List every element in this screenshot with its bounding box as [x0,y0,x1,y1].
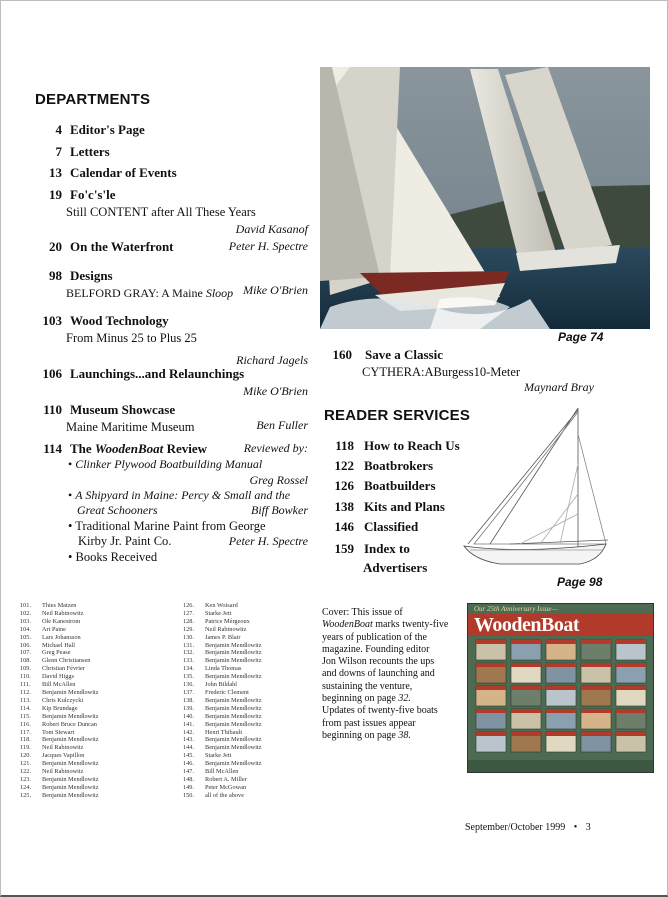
cover-text-line: beginning on page 32. [322,693,411,705]
past-cover-masthead [476,732,506,736]
past-cover-masthead [616,732,646,736]
review-title-magazine: WoodenBoat [94,441,164,456]
drawing-caption: Page 98 [557,575,603,589]
credit-row [20,729,170,737]
credit-name: Benjamin Mendlowitz [42,736,99,744]
magazine-banner: Our 25th Anniversary Issue— [474,605,558,613]
review-list [68,457,308,565]
past-cover-masthead [581,709,611,713]
dept-title [70,441,207,456]
credit-name: Glenn Christiansen [42,657,91,665]
credit-name: Patrice Mérgeoux [205,617,250,625]
credit-row [20,776,170,784]
dept-page-number: 13 [49,165,62,180]
credit-row [20,752,170,760]
dept-page-number: 7 [55,144,62,159]
dept-subtitle: Maine Maritime Museum [66,420,195,434]
credit-row [183,689,308,697]
credit-number: 116. [20,720,31,728]
feature-author: Maynard Bray [524,380,594,394]
credit-name: Benjamin Mendlowitz [42,760,99,768]
cover-text-line: years of publication of the [322,631,427,643]
credit-row [183,713,308,721]
review-book-title: Clinker Plywood Boatbuilding Manual [75,457,263,471]
credit-number: 132. [183,649,195,657]
feature-save-a-classic[interactable] [332,346,594,395]
credit-name: Tom Stewart [42,728,75,736]
dept-page-number: 106 [42,366,62,381]
credit-number: 107. [20,649,32,657]
credit-number: 139. [183,704,195,712]
credit-row [183,610,308,618]
credit-name: Lars Johansson [42,633,81,641]
credit-number: 122. [20,768,32,776]
magazine-cover-grid [468,636,653,756]
rs-title: Classified [364,519,419,534]
credit-row [20,618,170,626]
credit-name: Benjamin Mendlowitz [205,760,262,768]
credit-number: 148. [183,775,195,783]
credit-row [20,634,170,642]
credit-number: 113. [20,696,31,704]
credit-row [183,752,308,760]
credit-row [183,642,308,650]
page-footer [465,822,591,833]
dept-item-editors-page[interactable] [40,121,320,139]
past-cover-masthead [511,732,541,736]
credit-row [20,665,170,673]
dept-item-calendar[interactable] [40,164,177,182]
sailing-photo [320,67,650,329]
dept-title: Museum Showcase [70,402,176,417]
issue-date: September/October 1999 [465,822,566,833]
credit-row [183,618,308,626]
credit-name: Frederic Clement [205,688,249,696]
credit-name: Benjamin Mendlowitz [205,720,262,728]
credit-row [20,713,170,721]
rs-page-number: 118 [335,438,354,453]
credit-number: 138. [183,696,195,704]
dept-page-number: 98 [49,268,62,283]
credit-row [183,792,308,800]
credit-row [183,626,308,634]
rs-page-number: 146 [334,519,354,534]
past-cover-masthead [511,663,541,667]
credit-row [20,768,170,776]
credit-name: all of the above [205,791,244,799]
cover-text-line: Updates of twenty-five boats [322,705,438,717]
review-item[interactable] [68,488,308,518]
magazine-title: WoodenBoat [468,614,653,636]
past-cover-masthead [616,709,646,713]
credit-row [20,610,170,618]
credit-name: Benjamin Mendlowitz [42,775,99,783]
credit-name: Linda Thomas [205,665,242,673]
credit-number: 115. [20,712,31,720]
credit-number: 150. [183,791,195,799]
credit-row [20,626,170,634]
credit-row [183,736,308,744]
dept-page-number: 110 [43,402,62,417]
credit-row [20,744,170,752]
credit-row [20,705,170,713]
bullet: • [68,457,76,471]
credit-number: 134. [183,665,195,673]
credit-number: 135. [183,673,195,681]
dept-author: Mike O'Brien [243,283,308,297]
dept-item-museum-showcase[interactable] [40,401,310,435]
review-book-title: Books Received [75,550,158,564]
past-cover-masthead [616,640,646,644]
credit-number: 143. [183,736,195,744]
credit-number: 118. [20,736,31,744]
credit-name: Benjamin Mendlowitz [42,688,99,696]
cover-text-line: sustaining the venture, [322,680,413,692]
dept-title: Designs [70,268,113,283]
sloop-drawing [460,404,610,572]
credit-number: 119. [20,744,31,752]
credit-name: Jacques Vapillon [42,752,85,760]
review-item[interactable] [68,550,308,565]
reviewed-by-label: Reviewed by: [243,441,308,455]
credit-name: Neil Rabinowitz [205,625,247,633]
credit-name: Benjamin Mendlowitz [205,704,262,712]
credit-name: Benjamin Mendlowitz [205,649,262,657]
review-author: Greg Rossel [249,473,308,487]
credit-row [20,721,170,729]
credit-number: 128. [183,617,195,625]
credit-name: Benjamin Mendlowitz [42,712,99,720]
bullet: • [68,488,76,502]
dept-subtitle: From Minus 25 to Plus 25 [66,331,197,345]
credit-number: 123. [20,775,32,783]
photo-credits-col1 [20,602,170,800]
dept-author: Ben Fuller [256,418,308,432]
credit-number: 114. [20,704,31,712]
past-cover-masthead [546,686,576,690]
credit-number: 112. [20,688,31,696]
credit-row [183,697,308,705]
credit-row [20,792,170,800]
credit-number: 111. [20,681,31,689]
review-book-title: A Shipyard in Maine: Percy & Small and the [75,488,291,502]
dept-title: Editor's Page [70,122,145,137]
credit-name: Neil Rabinowitz [42,744,84,752]
cover-text-line: Cover: This issue of [322,607,403,618]
credit-name: John Bildahl [205,681,238,689]
credit-number: 147. [183,768,195,776]
credit-name: Starke Jett [205,752,232,760]
credit-row [20,673,170,681]
credit-row [183,776,308,784]
credit-number: 140. [183,712,195,720]
cover-text-line: magazine. Founding editor [322,643,430,655]
credit-number: 105. [20,633,32,641]
rs-page-number: 122 [334,458,354,473]
credit-name: Robert Bruce Duncan [42,720,97,728]
credit-number: 131. [183,641,195,649]
cover-text-line: Jon Wilson recounts the ups [322,656,435,668]
credit-row [20,784,170,792]
rs-title: Index to [364,541,410,556]
past-cover-masthead [616,686,646,690]
rs-title-cont: Advertisers [363,560,428,575]
credit-row [183,673,308,681]
credit-name: Neil Rabinowitz [42,609,84,617]
credit-name: Bill McAllen [42,681,76,689]
dept-author: Peter H. Spectre [228,239,308,253]
past-cover-masthead [511,709,541,713]
credit-name: Benjamin Mendlowitz [205,744,262,752]
credit-number: 104. [20,625,32,633]
credit-number: 120. [20,752,32,760]
photo-credits-col2 [183,602,308,800]
credit-row [20,649,170,657]
credit-name: Bill McAllen [205,768,239,776]
rs-title: Boatbrokers [364,458,434,473]
credit-number: 142. [183,728,195,736]
past-cover-masthead [476,709,506,713]
credit-name: Benjamin Mendlowitz [205,696,262,704]
credit-name: Henri Thibault [205,728,243,736]
credit-name: Benjamin Mendlowitz [205,712,262,720]
review-book-title-cont: Great Schooners [77,503,158,517]
review-book-title: Traditional Marine Paint from George [75,519,266,533]
credit-number: 121. [20,760,32,768]
dept-author: Mike O'Brien [243,384,308,398]
past-cover-masthead [511,686,541,690]
past-cover-masthead [476,686,506,690]
review-title-part: Review [163,441,207,456]
past-cover-masthead [616,663,646,667]
credit-number: 126. [183,602,195,609]
credit-name: Benjamin Mendlowitz [42,783,99,791]
dept-subtitle: Still CONTENT after All These Years [66,205,256,219]
bullet: • [68,519,76,533]
credit-row [183,768,308,776]
credit-name: Greg Pease [42,649,71,657]
credit-row [20,602,170,610]
dept-item-focsle[interactable] [40,186,310,237]
dept-subtitle-italic: Sloop [205,286,234,300]
magazine-cover-image[interactable] [467,603,654,773]
dept-item-designs[interactable] [40,267,310,301]
credit-name: Art Paine [42,625,66,633]
dept-author: David Kasanof [235,222,308,236]
credit-name: Thies Matzen [42,602,77,609]
credit-row [183,729,308,737]
credit-row [20,657,170,665]
cover-text-line: from past issues appear [322,717,416,729]
photo-caption: Page 74 [558,330,604,344]
credit-name: Christian Février [42,665,85,673]
credit-number: 125. [20,791,32,799]
dept-author: Richard Jagels [236,353,308,367]
credit-row [183,649,308,657]
credit-name: David Higgs [42,673,75,681]
credit-number: 130. [183,633,195,641]
feature-title: Save a Classic [365,347,443,362]
credit-number: 124. [20,783,32,791]
credit-number: 136. [183,681,195,689]
credit-row [183,681,308,689]
cover-text-line: beginning on page 38. [322,729,411,741]
past-cover-masthead [581,663,611,667]
rs-title: Kits and Plans [364,499,445,514]
credit-row [20,681,170,689]
credit-row [20,697,170,705]
dept-item-review[interactable] [40,440,310,458]
past-cover-masthead [546,640,576,644]
dept-item-waterfront[interactable] [40,238,310,256]
credit-number: 133. [183,657,195,665]
past-cover-masthead [546,709,576,713]
feature-page-number: 160 [332,347,352,362]
credit-row [20,689,170,697]
credit-row [183,657,308,665]
dept-item-wood-technology[interactable] [40,312,310,368]
credit-number: 141. [183,720,195,728]
bullet: • [68,550,76,564]
dept-page-number: 114 [43,441,62,456]
rs-title: How to Reach Us [364,438,460,453]
footer-bullet: • [573,822,578,833]
credit-number: 129. [183,625,195,633]
reader-services-heading: READER SERVICES [324,407,471,424]
review-author: Biff Bowker [251,503,308,517]
dept-page-number: 20 [49,239,62,254]
credit-name: Michael Hall [42,641,76,649]
credit-number: 137. [183,688,195,696]
credit-name: Benjamin Mendlowitz [42,791,99,799]
past-cover-masthead [546,663,576,667]
past-cover-masthead [511,640,541,644]
credit-name: Neil Rabinowitz [42,768,84,776]
credit-row [183,784,308,792]
dept-title: Launchings...and Relaunchings [70,366,245,381]
credit-number: 145. [183,752,195,760]
credit-name: Benjamin Mendlowitz [205,641,262,649]
credit-row [20,736,170,744]
review-item[interactable] [68,457,308,488]
review-item[interactable] [68,519,308,549]
page-number: 3 [585,822,591,833]
credit-row [20,760,170,768]
review-book-title-cont: Kirby Jr. Paint Co. [78,534,172,548]
dept-title: Fo'c's'le [70,187,116,202]
credit-row [183,665,308,673]
dept-page-number: 103 [42,313,62,328]
dept-subtitle-text: BELFORD GRAY: A Maine [66,286,206,300]
credit-row [183,760,308,768]
credit-row [183,721,308,729]
credit-row [20,642,170,650]
credit-name: Kip Brundage [42,704,78,712]
dept-item-letters[interactable] [40,143,110,161]
credit-name: Peter McGowan [205,783,247,791]
review-author: Peter H. Spectre [228,534,308,548]
rs-page-number: 138 [334,499,354,514]
review-title-part: The [70,441,95,456]
credit-number: 117. [20,728,31,736]
rs-title: Boatbuilders [364,478,436,493]
cover-text-line: WoodenBoat marks twenty-five [322,619,449,631]
feature-subtitle: CYTHERA:ABurgess10-Meter [362,365,521,379]
credit-number: 127. [183,609,195,617]
credit-name: Ken Woisard [205,602,238,609]
dept-item-launchings[interactable] [40,365,310,399]
credit-name: James P. Blair [205,633,241,641]
credit-name: Chris Kulczycki [42,696,84,704]
past-cover-masthead [581,640,611,644]
departments-heading: DEPARTMENTS [35,91,151,108]
credit-name: Starke Jett [205,609,232,617]
credit-number: 102. [20,609,32,617]
credit-row [183,634,308,642]
past-cover-masthead [581,686,611,690]
credit-name: Benjamin Mendlowitz [205,673,262,681]
dept-title: Letters [70,144,110,159]
dept-title: Wood Technology [70,313,169,328]
dept-title: Calendar of Events [70,165,177,180]
credit-number: 103. [20,617,32,625]
rs-page-number: 126 [334,478,354,493]
past-cover-masthead [476,640,506,644]
credit-number: 144. [183,744,195,752]
past-cover-masthead [581,732,611,736]
cover-description [322,607,462,742]
credit-row [183,744,308,752]
dept-page-number: 4 [55,122,62,137]
credit-number: 106. [20,641,32,649]
credit-row [183,602,308,610]
cover-text-line: and downs of launching and [322,668,435,680]
credit-name: Benjamin Mendlowitz [205,736,262,744]
credit-number: 146. [183,760,195,768]
credit-number: 101. [20,602,32,609]
past-cover-masthead [476,663,506,667]
past-cover-masthead [546,732,576,736]
credit-number: 110. [20,673,31,681]
credit-name: Benjamin Mendlowitz [205,657,262,665]
credit-number: 108. [20,657,32,665]
dept-title: On the Waterfront [70,239,174,254]
credit-row [183,705,308,713]
credit-number: 149. [183,783,195,791]
credit-name: Robert A. Miller [205,775,247,783]
credit-number: 109. [20,665,32,673]
credit-name: Ole Kanestrom [42,617,81,625]
rs-page-number: 159 [334,541,354,556]
dept-page-number: 19 [49,187,62,202]
